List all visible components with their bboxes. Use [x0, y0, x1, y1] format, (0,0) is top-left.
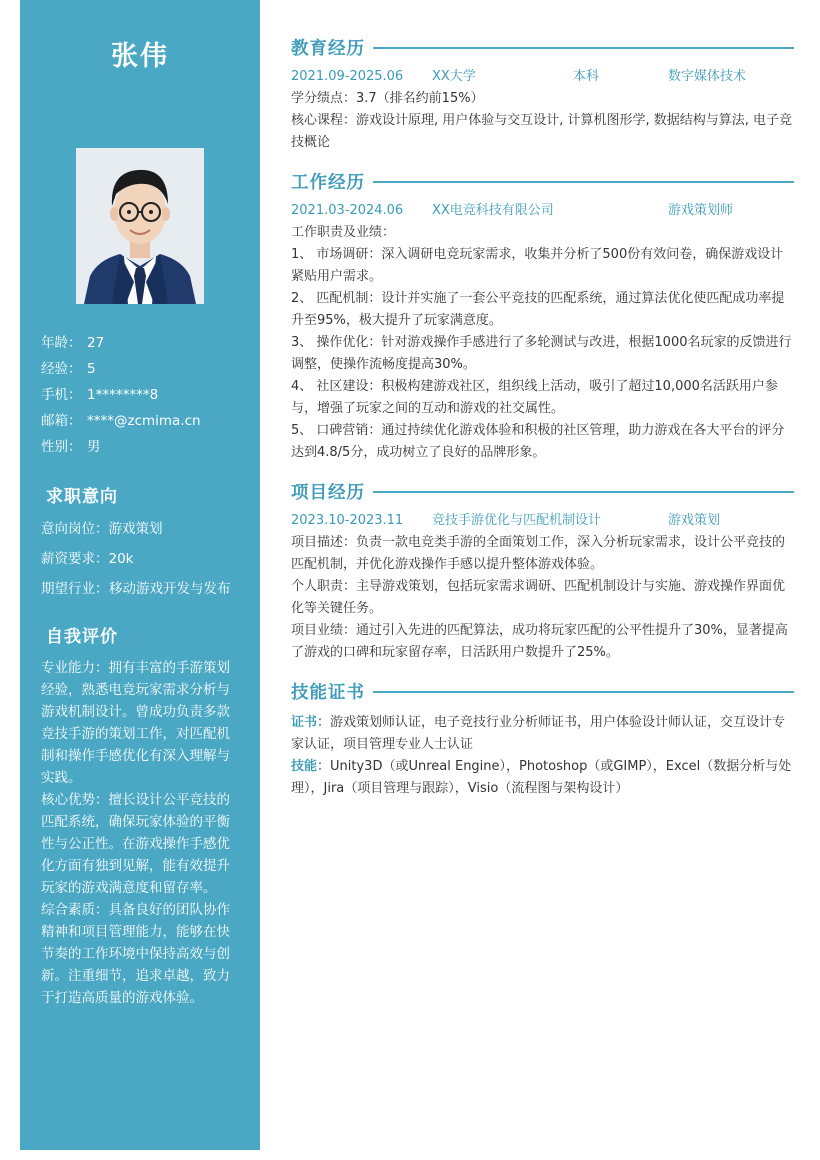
work-line: 4、 社区建设：积极构建游戏社区，组织线上活动，吸引了超过10,000名活跃用户参与，增强了玩家之间的互动和游戏的社交属性。 [291, 379, 778, 416]
work-header [291, 166, 794, 196]
profile-photo [76, 148, 204, 304]
project-meta [291, 510, 794, 532]
certificates-label: 证书： [291, 715, 331, 730]
info-gender: 性别： 男 [41, 439, 101, 455]
project-title: 项目经历 [291, 482, 365, 503]
work-title: 工作经历 [291, 172, 365, 193]
education-line: 学分绩点：3.7（排名约前15%） [291, 91, 484, 106]
certificates-line [291, 712, 794, 756]
work-line: 工作职责及业绩： [291, 225, 396, 240]
section-divider [373, 47, 794, 49]
skills-title: 技能证书 [291, 682, 365, 703]
project-line: 项目描述：负责一款电竞类手游的全面策划工作，深入分析玩家需求，设计公平竞技的匹配机制，并优化游戏操作手感以提升整体游戏体验。 [291, 535, 786, 572]
info-experience: 经验： 5 [41, 361, 96, 377]
section-divider [373, 181, 794, 183]
intent-salary: 薪资要求：20k [41, 551, 134, 567]
education-line: 核心课程：游戏设计原理, 用户体验与交互设计, 计算机图形学, 数据结构与算法, 电子竞技概论 [291, 113, 793, 150]
work-details [291, 222, 794, 464]
education-details [291, 88, 794, 154]
candidate-name: 张伟 [111, 41, 169, 72]
intent-industry: 期望行业： 移动游戏开发与发布 [41, 581, 231, 597]
work-line: 2、 匹配机制：设计并实施了一套公平竞技的匹配系统，通过算法优化使匹配成功率提升至95%，极大提升了玩家满意度。 [291, 291, 785, 328]
intent-position: 意向岗位：游戏策划 [41, 521, 163, 537]
info-age: 年龄： 27 [41, 335, 105, 351]
education-meta [291, 66, 794, 88]
project-line: 项目业绩：通过引入先进的匹配算法，成功将玩家匹配的公平性提升了30%，显著提高了游戏的口碑和玩家留存率，日活跃用户数提升了25%。 [291, 623, 788, 660]
skills-label: 技能： [291, 759, 331, 774]
job-intent [41, 518, 241, 608]
project-role: 游戏策划 [668, 513, 721, 528]
project-name: 竞技手游优化与匹配机制设计 [432, 513, 602, 528]
self-eval-paragraph: 专业能力：拥有丰富的手游策划经验，熟悉电竞玩家需求分析与游戏机制设计。曾成功负责多款竞技手游的策划工作，对匹配机制和操作手感优化有深入理解与实践。 [41, 660, 230, 786]
skills-details [291, 712, 794, 800]
main-content [291, 32, 794, 800]
work-role: 游戏策划师 [668, 203, 734, 218]
education-header [291, 32, 794, 62]
basic-info [41, 332, 201, 462]
education-degree: 本科 [573, 69, 600, 84]
work-line: 3、 操作优化：针对游戏操作手感进行了多轮测试与改进，根据1000名玩家的反馈进行调整，使操作流畅度提高30%。 [291, 335, 792, 372]
job-intent-title: 求职意向 [46, 487, 118, 507]
project-line: 个人职责：主导游戏策划，包括玩家需求调研、匹配机制设计与实施、游戏操作界面优化等关键任务。 [291, 579, 786, 616]
work-line: 5、 口碑营销：通过持续优化游戏体验和积极的社区管理，助力游戏在各大平台的评分达到4.8/5分，成功树立了良好的品牌形象。 [291, 423, 785, 460]
project-details [291, 532, 794, 664]
info-phone: 手机： 1********8 [41, 387, 159, 403]
skills-header [291, 676, 794, 706]
self-eval-title: 自我评价 [46, 627, 118, 647]
section-divider [373, 691, 794, 693]
self-eval [41, 657, 241, 1009]
project-date: 2023.10-2023.11 [291, 513, 404, 528]
education-major: 数字媒体技术 [668, 69, 747, 84]
work-date: 2021.03-2024.06 [291, 203, 404, 218]
education-school: XX大学 [432, 69, 476, 84]
info-email: 邮箱： ****@zcmima.cn [41, 413, 201, 429]
work-meta [291, 200, 794, 222]
education-title: 教育经历 [291, 38, 365, 59]
work-company: XX电竞科技有限公司 [432, 203, 554, 218]
education-date: 2021.09-2025.06 [291, 69, 404, 84]
section-divider [373, 491, 794, 493]
self-eval-paragraph: 核心优势：擅长设计公平竞技的匹配系统，确保玩家体验的平衡性与公正性。在游戏操作手感优化方面有独到见解，能有效提升玩家的游戏满意度和留存率。 [41, 792, 230, 896]
self-eval-paragraph: 综合素质：具备良好的团队协作精神和项目管理能力，能够在快节奏的工作环境中保持高效与创新。注重细节，追求卓越，致力于打造高质量的游戏体验。 [41, 902, 230, 1006]
certificates-text: 游戏策划师认证，电子竞技行业分析师证书，用户体验设计师认证，交互设计专家认证，项目管理专业人士认证 [291, 715, 786, 752]
skills-line [291, 756, 794, 800]
skills-text: Unity3D（或Unreal Engine），Photoshop（或GIMP），Excel（数据分析与处理），Jira（项目管理与跟踪），Visio（流程图与架构设计） [291, 759, 792, 796]
work-line: 1、 市场调研：深入调研电竞玩家需求，收集并分析了500份有效问卷，确保游戏设计紧贴用户需求。 [291, 247, 784, 284]
project-header [291, 476, 794, 506]
sidebar [20, 0, 260, 1150]
